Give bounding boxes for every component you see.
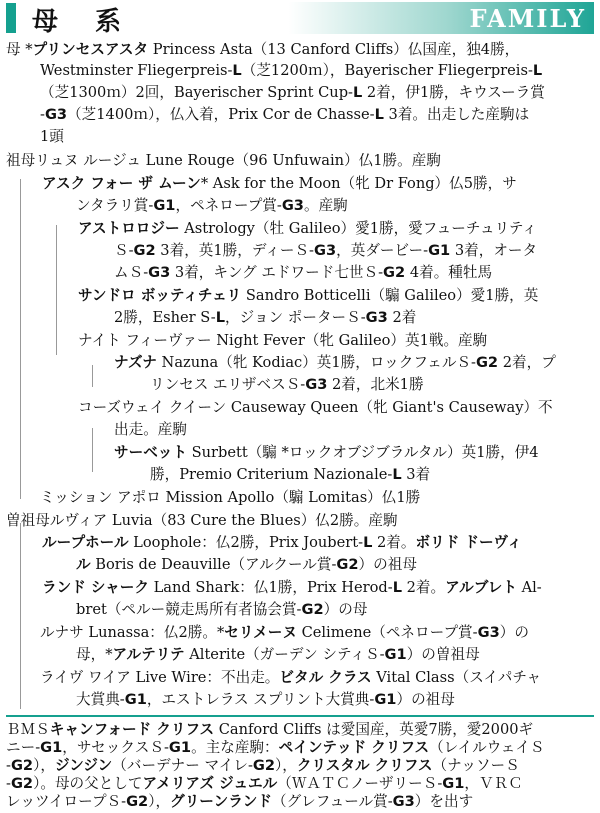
- horse-name-bold: ペインテッド クリフス: [278, 739, 430, 756]
- text-run: （レイルウェイＳ: [429, 739, 545, 756]
- text-run: ）の祖母: [396, 691, 455, 708]
- horse-name-bold: G3: [44, 106, 68, 123]
- text-run: 2着。: [372, 534, 416, 551]
- horse-name-bold: G1: [168, 739, 192, 756]
- text-run: Land Shark：仏1勝，Prix Herod-: [148, 579, 393, 596]
- text-run: 3着，オータ: [450, 242, 538, 259]
- text-run: ，エストレラス スプリント大賞典-: [146, 691, 375, 708]
- text-line: [78, 218, 537, 240]
- text-line: [114, 240, 537, 262]
- text-run: Al-: [516, 579, 542, 596]
- text-run: レッツイロープＳ-: [6, 793, 127, 810]
- text-run: ）の母: [323, 601, 368, 618]
- horse-name-bold: G3: [314, 242, 337, 259]
- text-run: Canford Cliffs は愛国産，英愛7勝，愛2000ギ: [214, 721, 534, 738]
- horse-name-bold: L: [374, 106, 384, 123]
- text-run: （芝1200ｍ），Bayerischer Fliegerpreis-: [241, 62, 533, 79]
- text-line: [114, 442, 539, 464]
- text-line: [40, 126, 64, 148]
- horse-name-bold: L: [363, 534, 373, 551]
- text-run: （芝1400ｍ），仏入着，Prix Cor de Chasse-: [67, 106, 375, 123]
- text-line: [76, 689, 455, 711]
- text-run: 曽祖母ルヴィア Luvia（83 Cure the Blues）仏2勝。産駒: [6, 512, 398, 529]
- horse-name-bold: ル: [76, 556, 91, 573]
- text-line: [76, 195, 348, 217]
- text-line: [76, 554, 417, 576]
- text-run: 2着，伊1勝，キウスーラ賞: [362, 84, 545, 101]
- text-run: 3着，キング エドワード七世Ｓ-: [170, 264, 384, 281]
- text-line: [6, 739, 545, 757]
- text-run: ＢＭＳ: [6, 721, 50, 738]
- header-accent-bar: [6, 3, 16, 33]
- text-line: [114, 262, 492, 284]
- text-line: [42, 577, 542, 599]
- text-run: 。主な産駒：: [191, 739, 279, 756]
- horse-name-bold: セリメーヌ: [224, 624, 297, 641]
- horse-name-bold: G2: [10, 775, 34, 792]
- text-run: ナイト フィーヴァー Night Fever（牝 Galileo）英1戦。産駒: [78, 332, 488, 349]
- text-line: [114, 419, 187, 441]
- text-run: Loophole：仏2勝，Prix Joubert-: [128, 534, 364, 551]
- text-run: 大賞典-: [76, 691, 125, 708]
- text-run: （芝1300ｍ）2回，Bayerischer Sprint Cup-: [40, 84, 353, 101]
- text-run: ニー-: [6, 739, 41, 756]
- horse-name-bold: L: [215, 309, 226, 326]
- section-header: [6, 2, 594, 37]
- text-run: 3着，英1勝，ディーＳ-: [155, 242, 314, 259]
- text-run: 勝，Premio Criterium Nazionale-: [150, 466, 393, 483]
- text-line: [114, 352, 556, 374]
- horse-name-bold: アストロロジー: [78, 220, 180, 237]
- horse-name-bold: G2: [126, 793, 149, 810]
- text-run: 1頭: [40, 128, 64, 145]
- horse-name-bold: G1: [442, 775, 465, 792]
- text-line: [6, 39, 519, 61]
- tree-line-luvia: [20, 523, 21, 709]
- text-line: [114, 307, 416, 329]
- horse-name-bold: G3: [365, 309, 388, 326]
- text-run: ，ジョン ポーターＳ-: [225, 309, 366, 326]
- text-run: ，英ダービー-: [336, 242, 429, 259]
- horse-name-bold: G1: [374, 691, 397, 708]
- text-run: Boris de Deauville（アルクール賞-: [90, 556, 337, 573]
- text-run: ），: [148, 793, 171, 810]
- text-line: [40, 104, 529, 126]
- text-run: Alterite（ガーデン シティＳ-: [184, 646, 385, 663]
- horse-name-bold: ループホール: [42, 534, 129, 551]
- horse-name-bold: G3: [305, 376, 328, 393]
- text-run: 母，*: [76, 646, 113, 663]
- text-run: 2着，北米1勝: [327, 376, 424, 393]
- horse-name-bold: プリンセスアスタ: [32, 41, 149, 58]
- text-run: -: [40, 106, 45, 123]
- text-run: リンセス エリザベスＳ-: [150, 376, 306, 393]
- horse-name-bold: G3: [477, 624, 500, 641]
- horse-name-bold: G1: [384, 646, 407, 663]
- horse-name-bold: ジンジン: [54, 757, 113, 774]
- text-line: [76, 599, 367, 621]
- horse-name-bold: G1: [40, 739, 63, 756]
- text-run: 3着。出走した産駒は: [383, 106, 530, 123]
- horse-name-bold: G2: [10, 757, 34, 774]
- text-run: bret（ペルー競走馬所有者協会賞-: [76, 601, 302, 618]
- horse-name-bold: L: [232, 62, 242, 79]
- horse-name-bold: アルブレト: [445, 579, 517, 596]
- text-line: [40, 487, 420, 509]
- text-run: 母 *: [6, 41, 33, 58]
- text-run: ）の: [499, 624, 529, 641]
- horse-name-bold: アスク フォー ザ ムーン: [42, 175, 201, 192]
- horse-name-bold: L: [392, 579, 402, 596]
- text-run: 祖母リュヌ ルージュ Lune Rouge（96 Unfuwain）仏1勝。産駒: [6, 152, 441, 169]
- text-run: ミッション アポロ Mission Apollo（騸 Lomitas）仏1勝: [40, 489, 421, 506]
- text-line: [76, 644, 480, 666]
- text-line: [42, 532, 522, 554]
- text-line: [6, 150, 441, 172]
- text-run: （ナッソーＳ: [432, 757, 520, 774]
- text-line: [42, 173, 517, 195]
- horse-name-bold: G2: [383, 264, 406, 281]
- horse-name-bold: G1: [153, 197, 176, 214]
- tree-line-lune-rouge: [20, 179, 21, 499]
- text-run: ルナサ Lunassa：仏2勝。*: [40, 624, 225, 641]
- text-line: [40, 667, 541, 689]
- text-run: Princess Asta（13 Canford Cliffs）仏国産，独4勝，: [148, 41, 520, 58]
- header-title-en: FAMILY: [469, 4, 586, 33]
- horse-name-bold: ボリド ドーヴィ: [415, 534, 522, 551]
- text-run: 4着。種牡馬: [405, 264, 493, 281]
- horse-name-bold: G1: [124, 691, 147, 708]
- text-run: 出走。産駒: [114, 421, 187, 438]
- horse-name-bold: サーベット: [114, 444, 187, 461]
- text-line: [6, 775, 523, 793]
- horse-name-bold: ランド シャーク: [42, 579, 149, 596]
- text-run: コーズウェイ クイーン Causeway Queen（牝 Giant's Causeway）不: [78, 399, 553, 416]
- text-run: （ＷＡＴＣノーザリーＳ-: [277, 775, 443, 792]
- horse-name-bold: L: [352, 84, 363, 101]
- horse-name-bold: G3: [392, 793, 415, 810]
- horse-name-bold: G1: [428, 242, 451, 259]
- text-run: ），: [275, 757, 297, 774]
- text-run: -: [6, 775, 11, 792]
- horse-name-bold: ビタル クラス: [279, 669, 372, 686]
- horse-name-bold: L: [532, 62, 543, 79]
- horse-name-bold: G2: [133, 242, 156, 259]
- text-line: [40, 622, 529, 644]
- text-run: 。産駒: [303, 197, 348, 214]
- text-run: ライヴ ワイア Live Wire：不出走。: [40, 669, 280, 686]
- horse-name-bold: アメリアズ ジュエル: [142, 775, 278, 792]
- header-title: 母 系: [32, 7, 136, 37]
- text-run: Ｓ-: [114, 242, 134, 259]
- horse-name-bold: クリスタル クリフス: [296, 757, 433, 774]
- text-run: Vital Class（スイパチャ: [371, 669, 542, 686]
- horse-name-bold: ナズナ: [114, 354, 157, 371]
- text-line: [150, 464, 430, 486]
- horse-name-bold: グリーンランド: [170, 793, 272, 810]
- text-run: ，サセックスＳ-: [62, 739, 169, 756]
- text-run: （グレフュール賞-: [271, 793, 393, 810]
- text-run: Surbett（騸 *ロックオブジブラルタル）英1勝，伊4: [186, 444, 539, 461]
- text-line: [78, 397, 553, 419]
- text-run: ）を出す: [414, 793, 474, 810]
- text-run: ンタラリ賞-: [76, 197, 154, 214]
- text-run: Astrology（牡 Galileo）愛1勝，愛フューチュリティ: [179, 220, 537, 237]
- text-line: [6, 757, 520, 775]
- horse-name-bold: G2: [301, 601, 324, 618]
- text-run: （バーデナー マイレ-: [112, 757, 253, 774]
- text-run: 3着: [401, 466, 431, 483]
- text-run: Sandro Botticelli（騸 Galileo）愛1勝，英: [241, 287, 539, 304]
- text-run: ）。母の父として: [33, 775, 143, 792]
- text-run: 2勝，Esher S-: [114, 309, 216, 326]
- text-run: 2着，プ: [498, 354, 556, 371]
- text-line: [6, 721, 533, 739]
- text-line: [40, 82, 545, 104]
- text-run: ）の祖母: [358, 556, 417, 573]
- text-run: ，ペネロープ賞-: [175, 197, 282, 214]
- horse-name-bold: アルテリテ: [112, 646, 185, 663]
- text-line: [78, 330, 487, 352]
- text-run: ），: [33, 757, 55, 774]
- text-line: [150, 374, 424, 396]
- tree-line-causeway: [92, 428, 93, 472]
- text-run: -: [6, 757, 11, 774]
- horse-name-bold: G2: [336, 556, 359, 573]
- tree-line-ask-moon: [56, 225, 57, 355]
- horse-name-bold: サンドロ ボッティチェリ: [78, 287, 242, 304]
- text-line: [40, 60, 542, 82]
- text-run: 2着。: [402, 579, 446, 596]
- horse-name-bold: キャンフォード クリフス: [49, 721, 215, 738]
- text-run: Nazuna（牝 Kodiac）英1勝，ロックフェルＳ-: [156, 354, 476, 371]
- text-run: ）の曽祖母: [406, 646, 480, 663]
- horse-name-bold: G3: [281, 197, 304, 214]
- text-run: Westminster Fliegerpreis-: [40, 62, 233, 79]
- text-run: 2着: [387, 309, 417, 326]
- horse-name-bold: L: [392, 466, 402, 483]
- section-divider: [6, 715, 594, 717]
- text-line: [6, 793, 473, 811]
- tree-line-night-fever: [92, 365, 93, 387]
- horse-name-bold: G2: [252, 757, 276, 774]
- horse-name-bold: G2: [475, 354, 499, 371]
- horse-name-bold: G3: [148, 264, 171, 281]
- text-run: * Ask for the Moon（牝 Dr Fong）仏5勝，サ: [200, 175, 517, 192]
- text-line: [78, 285, 538, 307]
- text-run: Celimene（ペネロープ賞-: [296, 624, 478, 641]
- text-run: ムＳ-: [114, 264, 149, 281]
- text-line: [6, 510, 398, 532]
- text-run: ，ＶＲＣ: [464, 775, 523, 792]
